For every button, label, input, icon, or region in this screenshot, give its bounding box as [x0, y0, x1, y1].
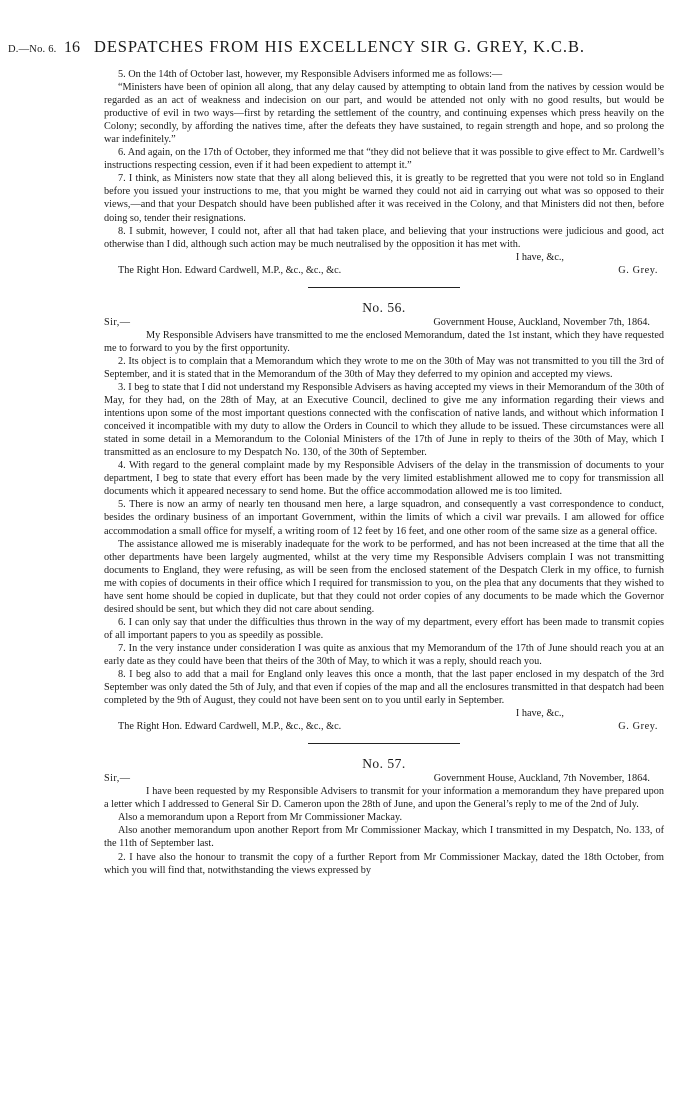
salutation-line — [104, 316, 664, 329]
addressee: The Right Hon. Edward Cardwell, M.P., &c., &c., &c. — [118, 721, 342, 733]
despatch-number: No. 56. — [362, 299, 406, 315]
paragraph: 6. And again, on the 17th of October, they informed me that “they did not believe that it was possible to give effect to Mr. Cardwell’s instructions respecting cession, even if it had been expedient to attempt it.” — [104, 147, 664, 172]
running-title: DESPATCHES FROM HIS EXCELLENCY SIR G. GREY, K.C.B. — [94, 37, 585, 56]
paragraph: 7. In the very instance under consideration I was quite as anxious that my Memorandum of the 17th of June should reach you at an early date as they could have been that theirs of the 30th of May, to which it was a reply, should reach you. — [104, 642, 664, 667]
paragraph: 5. On the 14th of October last, however, my Responsible Advisers informed me as follows:— — [118, 69, 503, 80]
paragraph: “Ministers have been of opinion all along, that any delay caused by attempting to obtain land from the natives by cession would be regarded as an act of weakness and indecision on our part, and would be attended not only with no good results, but would be productive of evil in two ways—first by retarding the settlement of the country, and continuing expenses which press heavily on the Colony; secondly, by affording the natives time, after the defeats they have sustained, to regain strength and hope, and so prolong the war indefinitely.” — [104, 82, 664, 146]
addressee: The Right Hon. Edward Cardwell, M.P., &c., &c., &c. — [118, 264, 342, 276]
section-divider — [308, 743, 460, 744]
closing-line: I have, &c., — [515, 251, 564, 263]
signature: G. Grey. — [618, 721, 658, 733]
paragraph: My Responsible Advisers have transmitted to me the enclosed Memorandum, dated the 1st instant, which they have requested me to forward to you by the first opportunity. — [104, 329, 664, 354]
salutation: Sir,— — [104, 773, 131, 785]
paragraph: 7. I think, as Ministers now state that they all along believed this, it is greatly to be regretted that you were not told so in England before you issued your instructions to me, that you might be warned they could not aid in carrying out what was so opposed to their views,—and that your Despatch should have been published after it was received in the Colony, and that Ministers did not then, before doing so, tender their resignations. — [104, 173, 664, 224]
despatch-continuation — [104, 68, 664, 277]
dateline: Government House, Auckland, November 7th, 1864. — [433, 316, 650, 328]
paragraph: 8. I beg also to add that a mail for England only leaves this once a month, that the last paper enclosed in my despatch of the 3rd September was only dated the 5th of July, and that even if copies of the map and all the enclosures transmitted in that despatch had been completed by the 9th of August, they could not have been sent on to you until early in September. — [104, 669, 664, 707]
dateline: Government House, Auckland, 7th November, 1864. — [433, 773, 650, 785]
despatch-57 — [104, 756, 664, 876]
paragraph: 2. Its object is to complain that a Memorandum which they wrote to me on the 30th of May was not transmitted to you till the 3rd of September, and it is stated that in the Memorandum of the 30th of May they deferred to my opinion and accepted my views. — [104, 355, 664, 380]
paper-reference: D.—No. 6. — [8, 44, 57, 55]
signature: G. Grey. — [618, 264, 658, 276]
addressee-line — [104, 720, 664, 733]
paragraph: 8. I submit, however, I could not, after all that had taken place, and believing that your instructions were judicious and good, act otherwise than I did, although such action may be much neutralised by the opposition it has met with. — [104, 225, 664, 250]
page-header — [8, 37, 694, 59]
paragraph: 5. There is now an army of nearly ten thousand men here, a large squadron, and consequently a vast correspondence to conduct, besides the ordinary business of an important Government, within the limits of which a civil war prevails. I am allowed for office accommodation a small office for myself, a writing room of 12 feet by 16 feet, and one other room of the same size as a general office. — [104, 499, 664, 537]
despatch-number: No. 57. — [362, 756, 406, 772]
paragraph: 3. I beg to state that I did not understand my Responsible Advisers as having accepted my views in their Memorandum of the 30th of May, for they had, on the 28th of May, at an Executive Council, declined to give me any information regarding their views and intentions upon some of the most important questions connected with the confiscation of native lands, and without which information I conceived it incompatible with my duty to allow the Orders in Council to which they allude to be issued. These circumstances were all stated in some detail in a Memorandum to the Colonial Ministers of the 17th of June in reply to theirs of the 30th of May, which I transmitted as an enclosure to my Despatch No. 130, of the 30th of September. — [104, 381, 664, 459]
addressee-line — [104, 264, 664, 277]
section-divider — [308, 287, 460, 288]
page-number: 16 — [64, 39, 80, 56]
paragraph: 6. I can only say that under the difficulties thus thrown in the way of my department, every effort has been made to transmit copies of all important papers to you as speedily as possible. — [104, 616, 664, 641]
document-body — [104, 68, 664, 877]
salutation-line — [104, 772, 664, 785]
paragraph: I have been requested by my Responsible Advisers to transmit for your information a memorandum they have prepared upon a letter which I addressed to General Sir D. Cameron upon the 28th of June, and upon the General’s reply to me of the 2nd of July. — [104, 786, 664, 811]
paragraph: 4. With regard to the general complaint made by my Responsible Advisers of the delay in the transmission of documents to your department, I beg to state that every effort has been made by the very limited establishment allowed me to copy for transmission all documents which it appeared necessary to send home. But the office accommodation allowed me is too limited. — [104, 460, 664, 498]
salutation: Sir,— — [104, 316, 131, 328]
paragraph: 2. I have also the honour to transmit the copy of a further Report from Mr Commissioner Mackay, dated the 18th October, from which you will find that, notwithstanding the views expressed by — [104, 851, 664, 876]
paragraph: Also a memorandum upon a Report from Mr Commissioner Mackay. — [118, 812, 403, 824]
despatch-56 — [104, 300, 664, 734]
paragraph: Also another memorandum upon another Report from Mr Commissioner Mackay, which I transmitted in my Despatch, No. 133, of the 11th of September last. — [104, 825, 664, 850]
paragraph: The assistance allowed me is miserably inadequate for the work to be performed, and has not been increased at the time that all the other departments have been largely augmented, whilst at the very time my Responsible Advisers complain I was not transmitting documents to England, they were refusing, as will be seen from the enclosed statement of the Despatch Clerk in my office, to furnish me with copies of documents in their office which I required for transmission to you, on the plea that any documents that they wished to have sent home should be copied in duplicate, but that they could not order copies of any documents to be made which the Governor desired should be sent, but which they did not care about sending. — [104, 538, 664, 615]
closing-line: I have, &c., — [515, 708, 564, 720]
